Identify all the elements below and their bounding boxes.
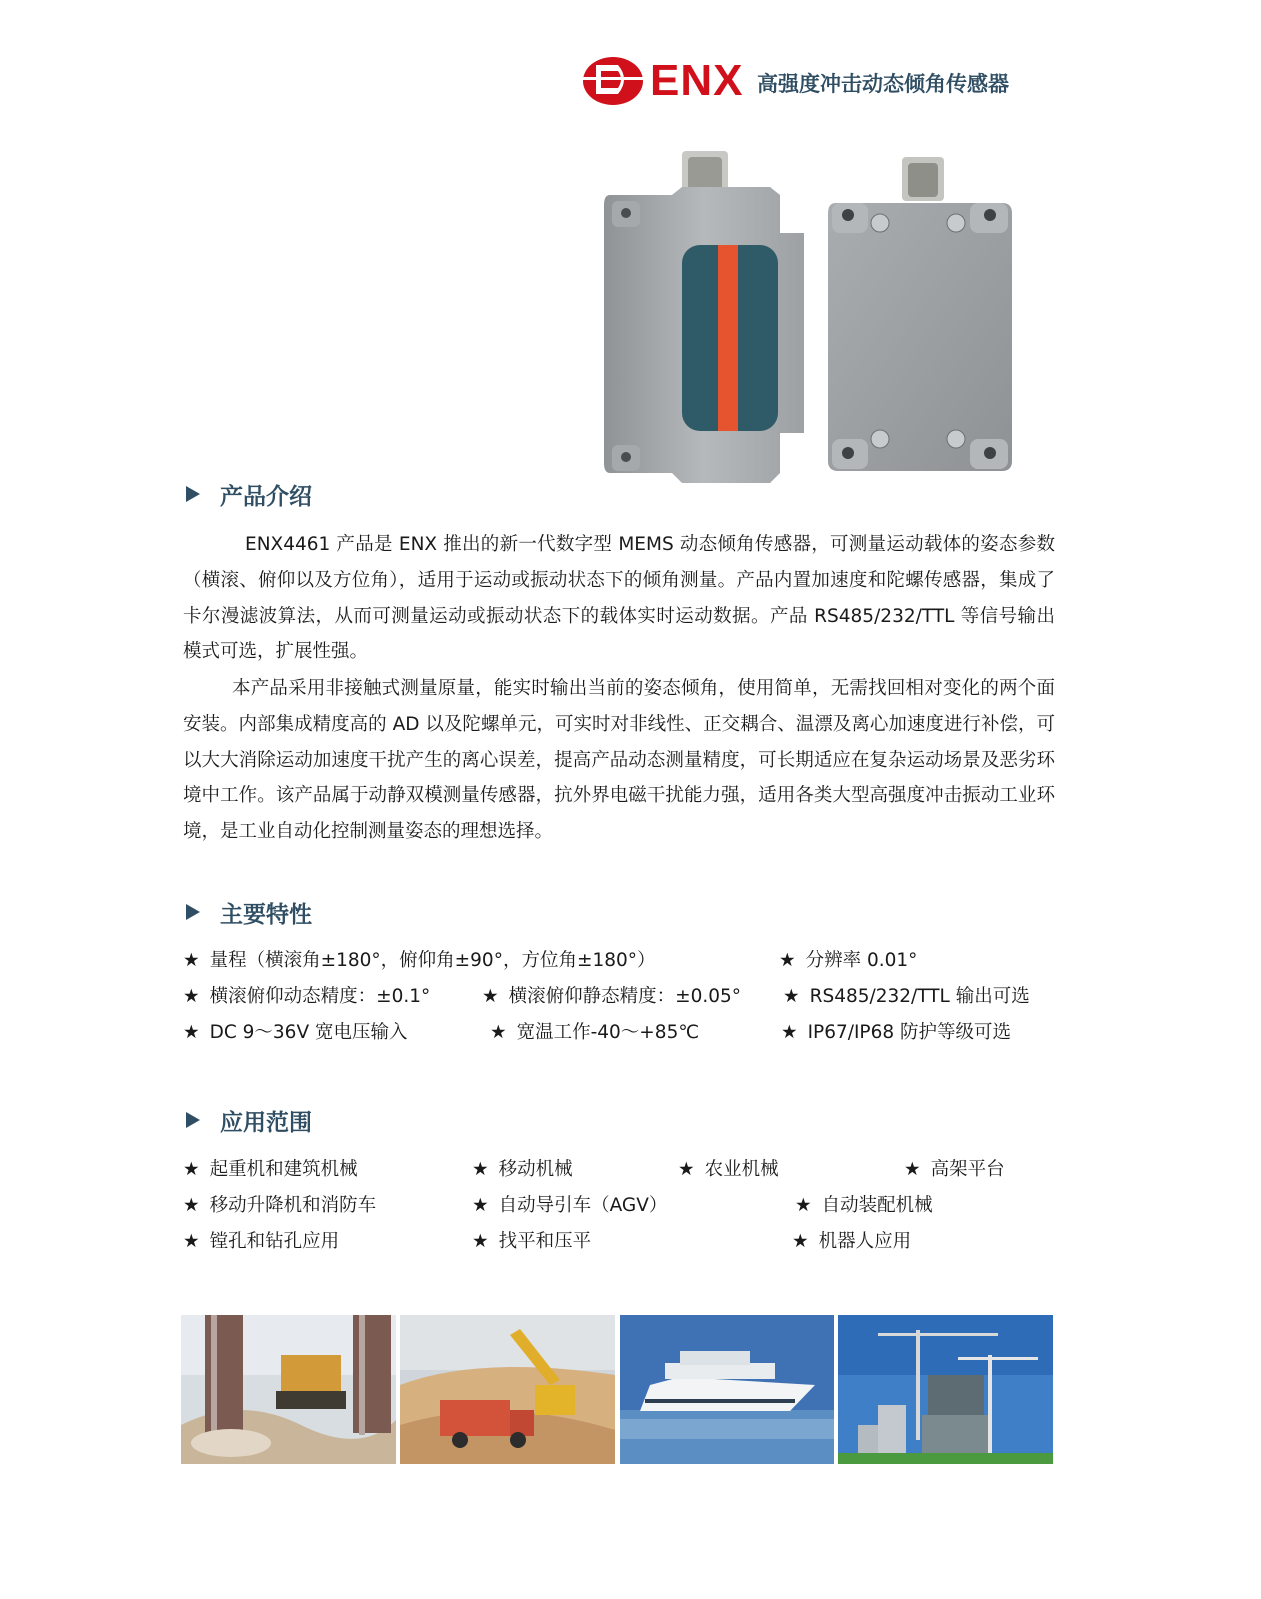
star-icon: ★: [678, 1159, 695, 1180]
feature-item: ★ 量程（横滚角±180°，俯仰角±90°，方位角±180°）: [183, 950, 656, 971]
star-icon: ★: [472, 1231, 489, 1252]
feature-item: ★ IP67/IP68 防护等级可选: [781, 1022, 1012, 1043]
application-item: ★ 自动装配机械: [795, 1195, 933, 1216]
cruise-ship-photo: [620, 1315, 834, 1464]
star-icon: ★: [904, 1159, 921, 1180]
star-icon: ★: [183, 1231, 200, 1252]
star-icon: ★: [490, 1022, 507, 1043]
construction-crane-photo: [838, 1315, 1053, 1464]
feature-item: ★ 宽温工作-40～+85℃: [490, 1022, 700, 1043]
star-icon: ★: [482, 986, 499, 1007]
star-icon: ★: [183, 986, 200, 1007]
application-item: ★ 移动升降机和消防车: [183, 1195, 377, 1216]
section-title: 主要特性: [220, 901, 312, 928]
triangle-bullet-icon: [186, 904, 200, 920]
feature-item: ★ 横滚俯仰静态精度：±0.05°: [482, 986, 742, 1007]
star-icon: ★: [779, 950, 796, 971]
drilling-rig-photo: [181, 1315, 396, 1464]
section-header-intro: [186, 477, 312, 511]
star-icon: ★: [472, 1159, 489, 1180]
feature-item: ★ DC 9～36V 宽电压输入: [183, 1022, 408, 1043]
application-item: ★ 高架平台: [904, 1159, 1005, 1180]
triangle-bullet-icon: [186, 486, 200, 502]
intro-paragraph-2: 本产品采用非接触式测量原量，能实时输出当前的姿态倾角，使用简单，无需找回相对变化的两个面安装。内部集成精度高的 AD 以及陀螺单元，可实时对非线性、正交耦合、温漂及离心加速度进行补偿，可以大大消除运动加速度干扰产生的离心误差，提高产品动态测量精度，可长期适应在复杂运动场景及恶劣环境中工作。该产品属于动静双模测量传感器，抗外界电磁干扰能力强，适用各类大型高强度冲击振动工业环境，是工业自动化控制测量姿态的理想选择。: [183, 678, 1055, 843]
application-item: ★ 机器人应用: [792, 1231, 912, 1252]
application-item: ★ 自动导引车（AGV）: [472, 1195, 668, 1216]
star-icon: ★: [183, 1022, 200, 1043]
star-icon: ★: [183, 950, 200, 971]
application-item: ★ 农业机械: [678, 1159, 779, 1180]
application-item: ★ 起重机和建筑机械: [183, 1159, 358, 1180]
star-icon: ★: [183, 1159, 200, 1180]
enx-logo-text: ENX: [650, 56, 744, 105]
feature-item: ★ RS485/232/TTL 输出可选: [783, 986, 1030, 1007]
triangle-bullet-icon: [186, 1112, 200, 1128]
page-title: 高强度冲击动态倾角传感器: [757, 72, 1009, 96]
feature-item: ★ 分辨率 0.01°: [779, 950, 918, 971]
feature-item: ★ 横滚俯仰动态精度：±0.1°: [183, 986, 431, 1007]
section-header-applications: [186, 1103, 312, 1137]
enx-logo-icon: [582, 56, 644, 106]
star-icon: ★: [472, 1195, 489, 1216]
section-title: 产品介绍: [220, 483, 312, 510]
star-icon: ★: [795, 1195, 812, 1216]
star-icon: ★: [183, 1195, 200, 1216]
product-photo: [604, 143, 1040, 491]
application-item: ★ 移动机械: [472, 1159, 573, 1180]
star-icon: ★: [792, 1231, 809, 1252]
excavator-photo: [400, 1315, 615, 1464]
section-header-features: [186, 895, 312, 929]
intro-paragraph-1: ENX4461 产品是 ENX 推出的新一代数字型 MEMS 动态倾角传感器，可测量运动载体的姿态参数（横滚、俯仰以及方位角），适用于运动或振动状态下的倾角测量。产品内置加速度和陀螺传感器，集成了卡尔漫滤波算法，从而可测量运动或振动状态下的载体实时运动数据。产品 RS485/232/TTL 等信号输出模式可选，扩展性强。: [183, 534, 1055, 663]
star-icon: ★: [783, 986, 800, 1007]
star-icon: ★: [781, 1022, 798, 1043]
application-item: ★ 找平和压平: [472, 1231, 592, 1252]
application-item: ★ 镗孔和钻孔应用: [183, 1231, 340, 1252]
section-title: 应用范围: [220, 1109, 312, 1136]
